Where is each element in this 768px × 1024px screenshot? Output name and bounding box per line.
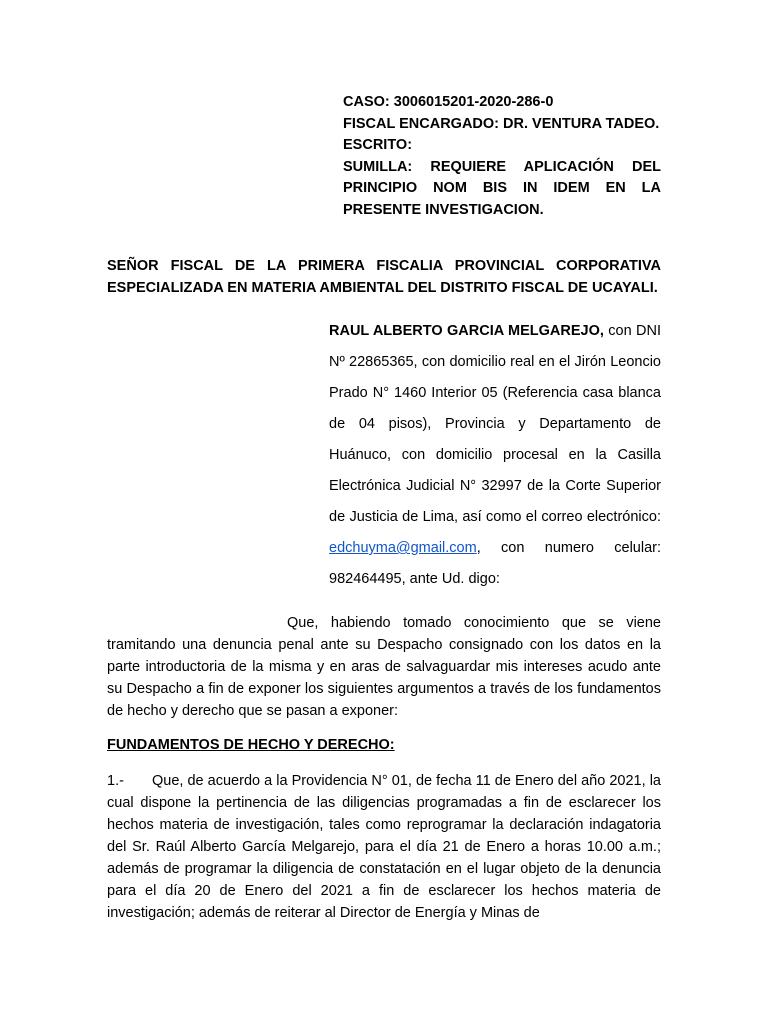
introductory-paragraph: Que, habiendo tomado conocimiento que se viene tramitando una denuncia penal ante su Despacho consignado con los datos en la parte introductoria de la misma y en aras de salvaguardar mis intereses acudo ante su Despacho a fin de exponer los siguientes argumentos a través de los fundamentos de hecho y derecho que se pasan a exponer:: [107, 615, 661, 719]
email-link[interactable]: edchuyma@gmail.com: [329, 540, 477, 556]
petitioner-details: con DNI Nº 22865365, con domicilio real en el Jirón Leoncio Prado N° 1460 Interior 05 (Referencia casa blanca de 04 pisos), Provincia y Departamento de Huánuco, con domicilio procesal en la Casilla Electrónica Judicial N° 32997 de la Corte Superior de Justicia de Lima, así como el correo electrónico:: [329, 323, 661, 525]
point-1-paragraph: [107, 770, 661, 924]
addressee: SEÑOR FISCAL DE LA PRIMERA FISCALIA PROVINCIAL CORPORATIVA ESPECIALIZADA EN MATERIA AMBIENTAL DEL DISTRITO FISCAL DE UCAYALI.: [107, 258, 661, 296]
point-text: Que, de acuerdo a la Providencia N° 01, de fecha 11 de Enero del año 2021, la cual dispone la pertinencia de las diligencias programadas a fin de esclarecer los hechos materia de investigación, tales como reprogramar la declaración indagatoria del Sr. Raúl Alberto García Melgarejo, para el día 21 de Enero a horas 10.00 a.m.; además de programar la diligencia de constatación en el lugar objeto de la denuncia para el día 20 de Enero del 2021 a fin de esclarecer los hechos materia de investigación; además de reiterar al Director de Energía y Minas de: [107, 773, 661, 921]
summary: SUMILLA: REQUIERE APLICACIÓN DEL PRINCIPIO NOM BIS IN IDEM EN LA PRESENTE INVESTIGACION.: [343, 158, 661, 218]
case-number: CASO: 3006015201-2020-286-0: [343, 94, 554, 110]
case-header: [343, 92, 661, 221]
petitioner-name: RAUL ALBERTO GARCIA MELGAREJO,: [329, 323, 604, 339]
section-title: FUNDAMENTOS DE HECHO Y DERECHO:: [107, 737, 395, 753]
prosecutor-in-charge: FISCAL ENCARGADO: DR. VENTURA TADEO.: [343, 115, 660, 132]
petitioner-phone: , con numero celular: 982464495, ante Ud. digo:: [329, 540, 661, 587]
point-number: 1.-: [107, 773, 124, 789]
petitioner-intro: [329, 316, 661, 595]
document-type: ESCRITO:: [343, 137, 413, 153]
